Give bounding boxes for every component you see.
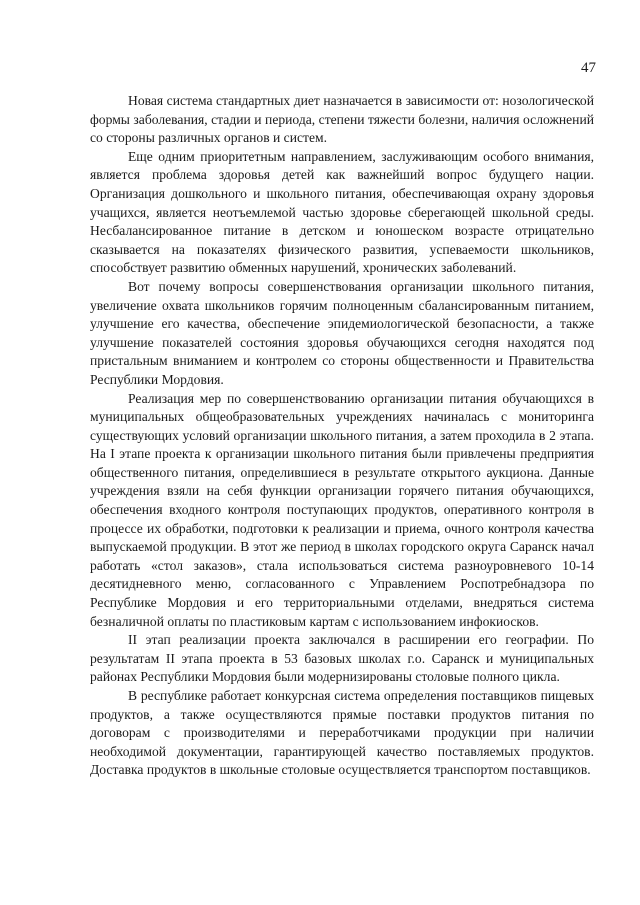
body-text: [90, 92, 594, 780]
paragraph-5: II этап реализации проекта заключался в расширении его географии. По результатам II этапа проекта в 53 базовых школах г.о. Саранск и муниципальных районах Республики Мордовия были модернизированы столовые полного цикла.: [90, 632, 594, 685]
paragraph-1: Новая система стандартных диет назначается в зависимости от: нозологической формы заболевания, стадии и периода, степени тяжести болезни, наличия осложнений со стороны различных органов и систем.: [90, 93, 594, 146]
paragraph-3: Вот почему вопросы совершенствования организации школьного питания, увеличение охвата школьников горячим полноценным сбалансированным питанием, улучшение его качества, обеспечение эпидемиологической безопасности, а также улучшение показателей состояния здоровья обучающихся сегодня находятся под пристальным вниманием и контролем со стороны общественности и Правительства Республики Мордовия.: [90, 278, 594, 387]
paragraph-6: В республике работает конкурсная система определения поставщиков пищевых продуктов, а также осуществляются прямые поставки продуктов питания по договорам с производителями и переработчиками продукции при наличии необходимой документации, гарантирующей качество поставляемых продуктов. Доставка продуктов в школьные столовые осуществляется транспортом поставщиков.: [90, 688, 594, 778]
paragraph-4: Реализация мер по совершенствованию организации питания обучающихся в муниципальных общеобразовательных учреждениях начиналась с мониторинга существующих условий организации школьного питания, а затем проходила в 2 этапа. На I этапе проекта к организации школьного питания были привлечены предприятия общественного питания, определившиеся в результате открытого аукциона. Данные учреждения взяли на себя функции организации горячего питания обучающихся, обеспечения входного контроля поступающих продуктов, оперативного контроля в процессе их обработки, подготовки к реализации и приема, очного контроля качества выпускаемой продукции. В этот же период в школах городского округа Саранск начал работать «стол заказов», стала использоваться система разноуровневого 10-14 десятидневного меню, согласованного с Управлением Роспотребнадзора по Республике Мордовия и его территориальными отделами, внедряться система безналичной оплаты по пластиковым картам с использованием инфокиосков.: [90, 390, 594, 629]
page-number: 47: [581, 60, 596, 76]
paragraph-2: Еще одним приоритетным направлением, заслуживающим особого внимания, является проблема здоровья детей как важнейший вопрос будущего нации. Организация дошкольного и школьного питания, обеспечивающая охрану здоровья учащихся, является неотъемлемой частью здоровье сберегающей школьной среды. Несбалансированное питание в детском и юношеском возрасте отрицательно сказывается на показателях физического развития, успеваемости школьников, способствует развитию обменных нарушений, хронических заболеваний.: [90, 148, 594, 276]
